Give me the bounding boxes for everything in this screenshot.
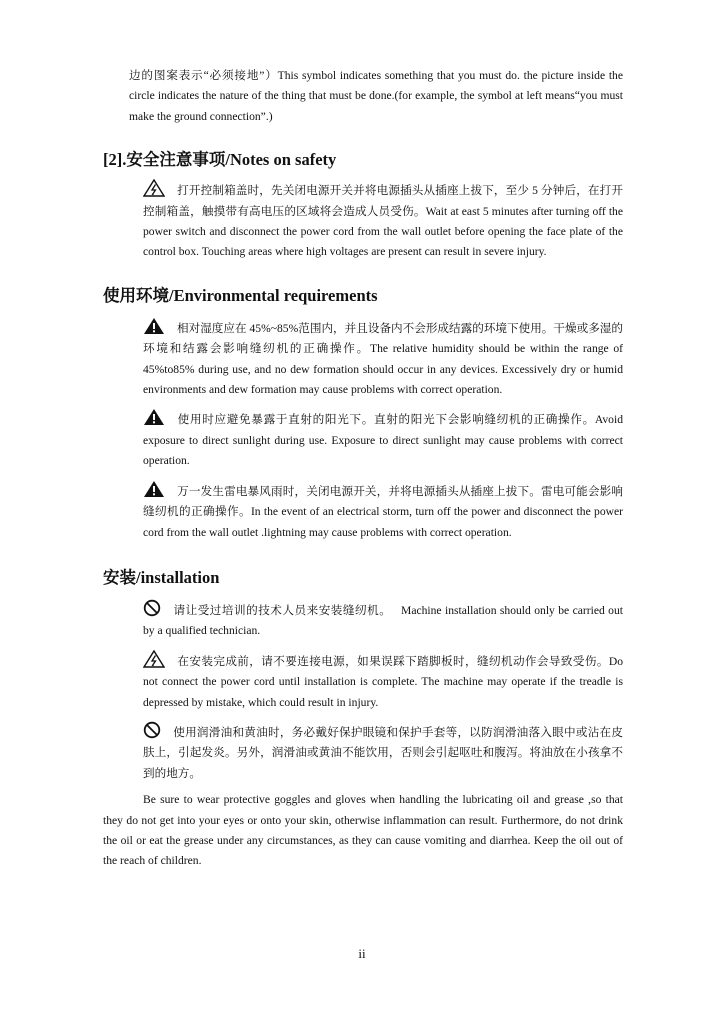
electric-shock-warning-icon [143,650,165,668]
installation-item [103,721,623,872]
environment-item [103,480,623,543]
caution-triangle-icon [143,408,165,426]
installation-item-text [103,721,623,784]
environment-item-text [103,480,623,543]
environment-item-body: 使用时应避免暴露于直射的阳光下。直射的阳光下会影响缝纫机的正确操作。Avoid exposure to direct sunlight during use. Exposure to direct sunlight may cause problems with correct operation. [143,413,623,468]
installation-item-body: 在安装完成前，请不要连接电源，如果误踩下踏脚板时，缝纫机动作会导致受伤。Do not connect the power cord until installation is complete. The machine may operate if the treadle is depressed by mistake, which could result in injury. [143,654,623,709]
caution-triangle-icon [143,317,165,335]
environment-heading: 使用环境/Environmental requirements [103,285,378,305]
environment-item [103,408,623,471]
installation-item-body: 使用润滑油和黄油时，务必戴好保护眼镜和保护手套等，以防润滑油落入眼中或沾在皮肤上，引起发炎。另外，润滑油或黄油不能饮用，否则会引起呕吐和腹泻。将油放在小孩拿不到的地方。 [143,725,623,780]
installation-item [103,650,623,713]
environment-item-body: 相对湿度应在 45%~85%范围内，并且设备内不会形成结露的环境下使用。干燥或多湿的环境和结露会影响缝纫机的正确操作。The relative humidity should be within the range of 45%to85% during use, and no dew formation should occur in any devices. Excessively dry or humid environments and dew formation may cause problems with correct operation. [143,321,623,397]
installation-item-english: Be sure to wear protective goggles and gloves when handling the lubricating oil and grease ,so that they do not get into your eyes or onto your skin, otherwise inflammation can result. Furthermore, do not drink the oil or eat the grease under any circumstances, as they can cause vomiting and diarrhea. Keep the oil out of the reach of children. [103,793,623,868]
document-page [103,66,623,880]
electric-shock-warning-icon [143,179,165,197]
intro-paragraph: 边的图案表示“必须接地”）This symbol indicates something that you must do. the picture inside the circle indicates the nature of the thing that must be done.(for example, the symbol at left means“you must make the ground connection”.) [129,69,623,123]
safety-item-body: 打开控制箱盖时，先关闭电源开关并将电源插头从插座上拔下，至少 5 分钟后，在打开控制箱盖，触摸带有高电压的区域将会造成人员受伤。Wait at east 5 minutes after turning off the power switch and disconnect the power cord from the wall outlet before opening the face plate of the control box. Touching areas where high voltages are present can result in severe injury. [143,184,623,259]
environment-item-body: 万一发生雷电暴风雨时，关闭电源开关，并将电源插头从插座上拔下。雷电可能会影响缝纫机的正确操作。In the event of an electrical storm, turn off the power and disconnect the power cord from the wall outlet .lightning may cause problems with correct operation. [143,484,623,539]
caution-triangle-icon [143,480,165,498]
environment-item-text [103,408,623,471]
page-number: ii [358,946,366,961]
safety-item-text [103,179,623,263]
environment-item [103,317,623,401]
installation-item-text [103,599,623,642]
safety-item [103,179,623,263]
installation-heading: 安装/installation [103,567,220,587]
safety-heading: [2].安全注意事项/Notes on safety [103,150,337,170]
installation-item-body: 请让受过培训的技术人员来安装缝纫机。 Machine installation should only be carried out by a qualified technician. [143,603,623,638]
installation-item [103,599,623,642]
prohibition-icon [143,599,161,617]
installation-item-text [103,650,623,713]
environment-item-text [103,317,623,401]
prohibition-icon [143,721,161,739]
